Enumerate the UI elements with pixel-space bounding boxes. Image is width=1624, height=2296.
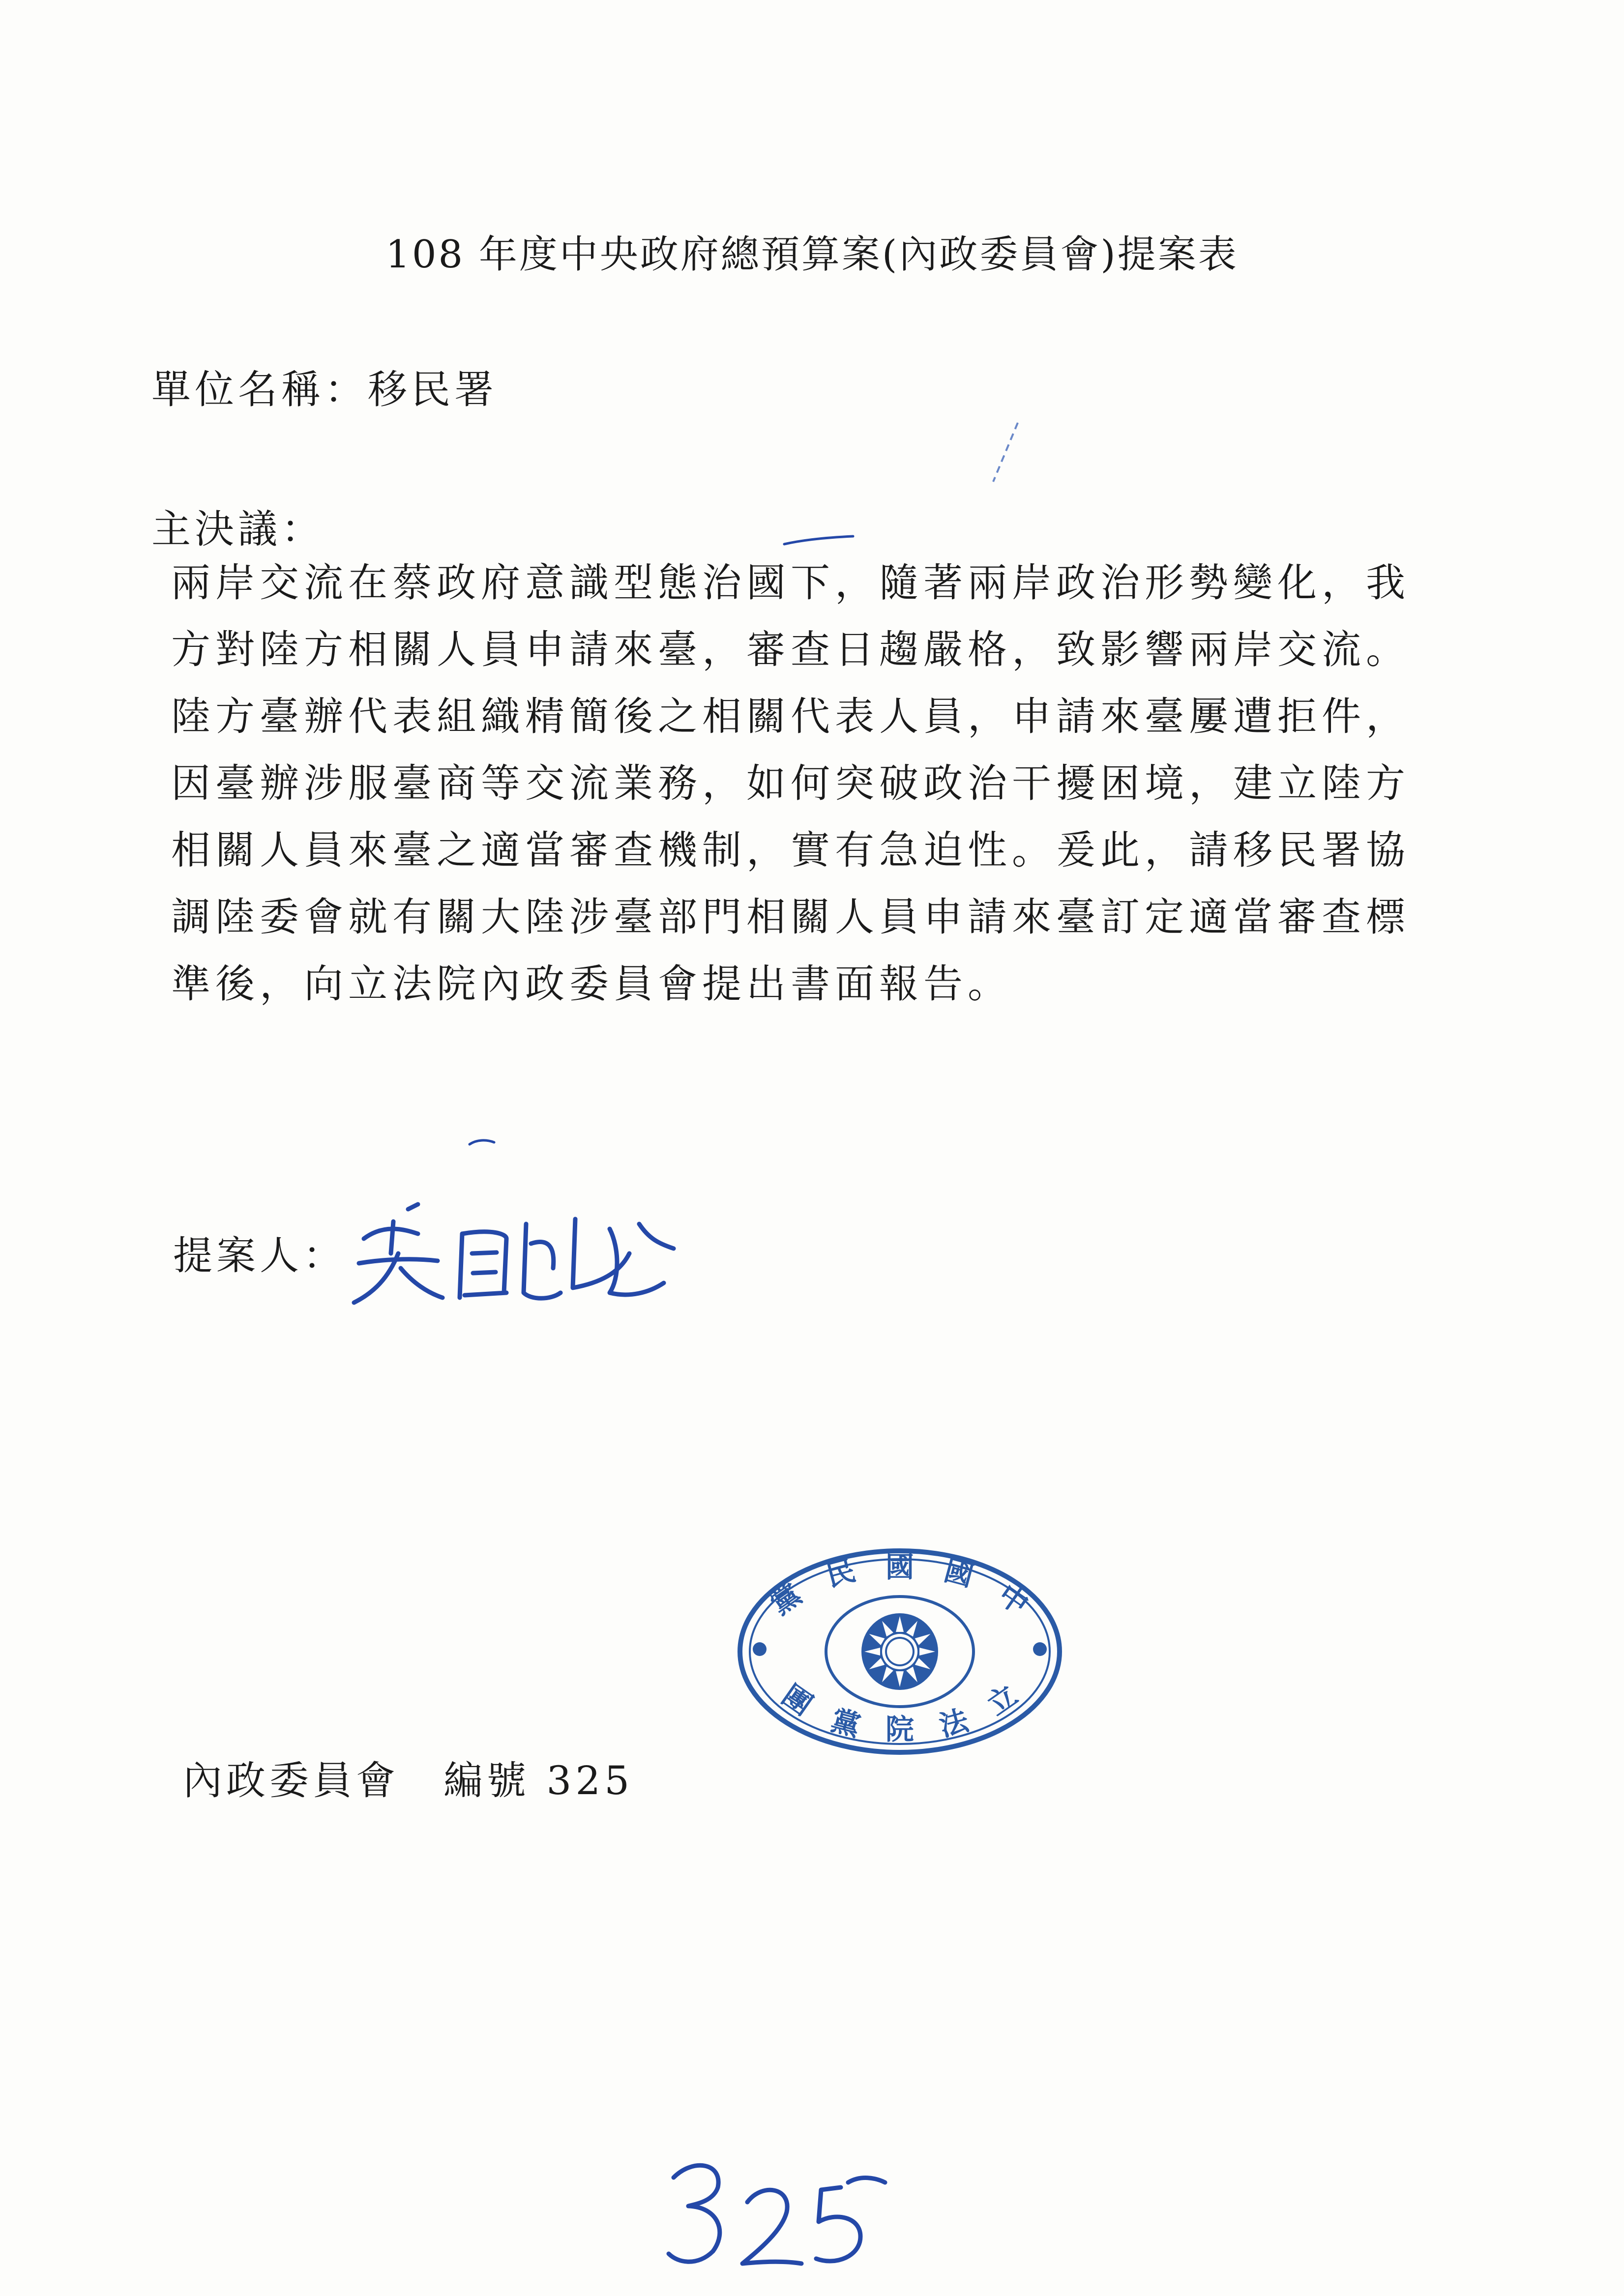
body-line: 相關人員來臺之適當審查機制，實有急迫性。爰此，請移民署協 — [171, 827, 1410, 873]
body-line: 因臺辦涉服臺商等交流業務，如何突破政治干擾困境，建立陸方 — [171, 760, 1410, 806]
signature — [344, 1194, 698, 1317]
seal-char: 黨 — [765, 1577, 807, 1622]
page-title: 108 年度中央政府總預算案(內政委員會)提案表 — [385, 233, 1239, 277]
seal-char: 法 — [936, 1703, 972, 1744]
seal-char: 院 — [885, 1713, 915, 1746]
body-line: 方對陸方相關人員申請來臺，審查日趨嚴格，致影響兩岸交流。 — [171, 627, 1410, 672]
seal-char: 立 — [981, 1678, 1024, 1722]
proposer-label: 提案人： — [173, 1233, 346, 1279]
unit-name-line — [151, 358, 498, 414]
stray-pen-mark — [467, 1135, 497, 1150]
committee-name: 內政委員會 — [183, 1758, 399, 1803]
unit-value: 移民署 — [368, 367, 498, 412]
seal-char: 國 — [885, 1550, 915, 1584]
seal-char: 團 — [776, 1678, 819, 1722]
resolution-body — [171, 550, 1420, 1017]
proposal-number: 編號 325 — [443, 1758, 634, 1803]
body-line: 陸方臺辦代表組織精簡後之相關代表人員，申請來臺屢遭拒件， — [171, 694, 1410, 739]
body-line: 準後，向立法院內政委員會提出書面報告。 — [171, 961, 1012, 1007]
seal-char: 國 — [941, 1553, 977, 1594]
unit-label: 單位名稱： — [151, 367, 368, 412]
seal-char: 中 — [992, 1577, 1035, 1622]
body-line: 調陸委會就有關大陸涉臺部門相關人員申請來臺訂定適當審查標 — [171, 894, 1410, 940]
seal-char: 民 — [823, 1553, 859, 1594]
stray-pen-mark — [782, 533, 856, 548]
party-seal — [733, 1543, 1067, 1760]
stray-pen-mark — [983, 418, 1028, 487]
committee-line — [183, 1749, 633, 1805]
resolution-label: 主決議： — [151, 506, 325, 552]
body-line: 兩岸交流在蔡政府意識型態治國下，隨著兩岸政治形勢變化，我 — [171, 560, 1410, 606]
handwritten-number — [654, 2148, 910, 2276]
seal-char: 黨 — [827, 1703, 864, 1744]
